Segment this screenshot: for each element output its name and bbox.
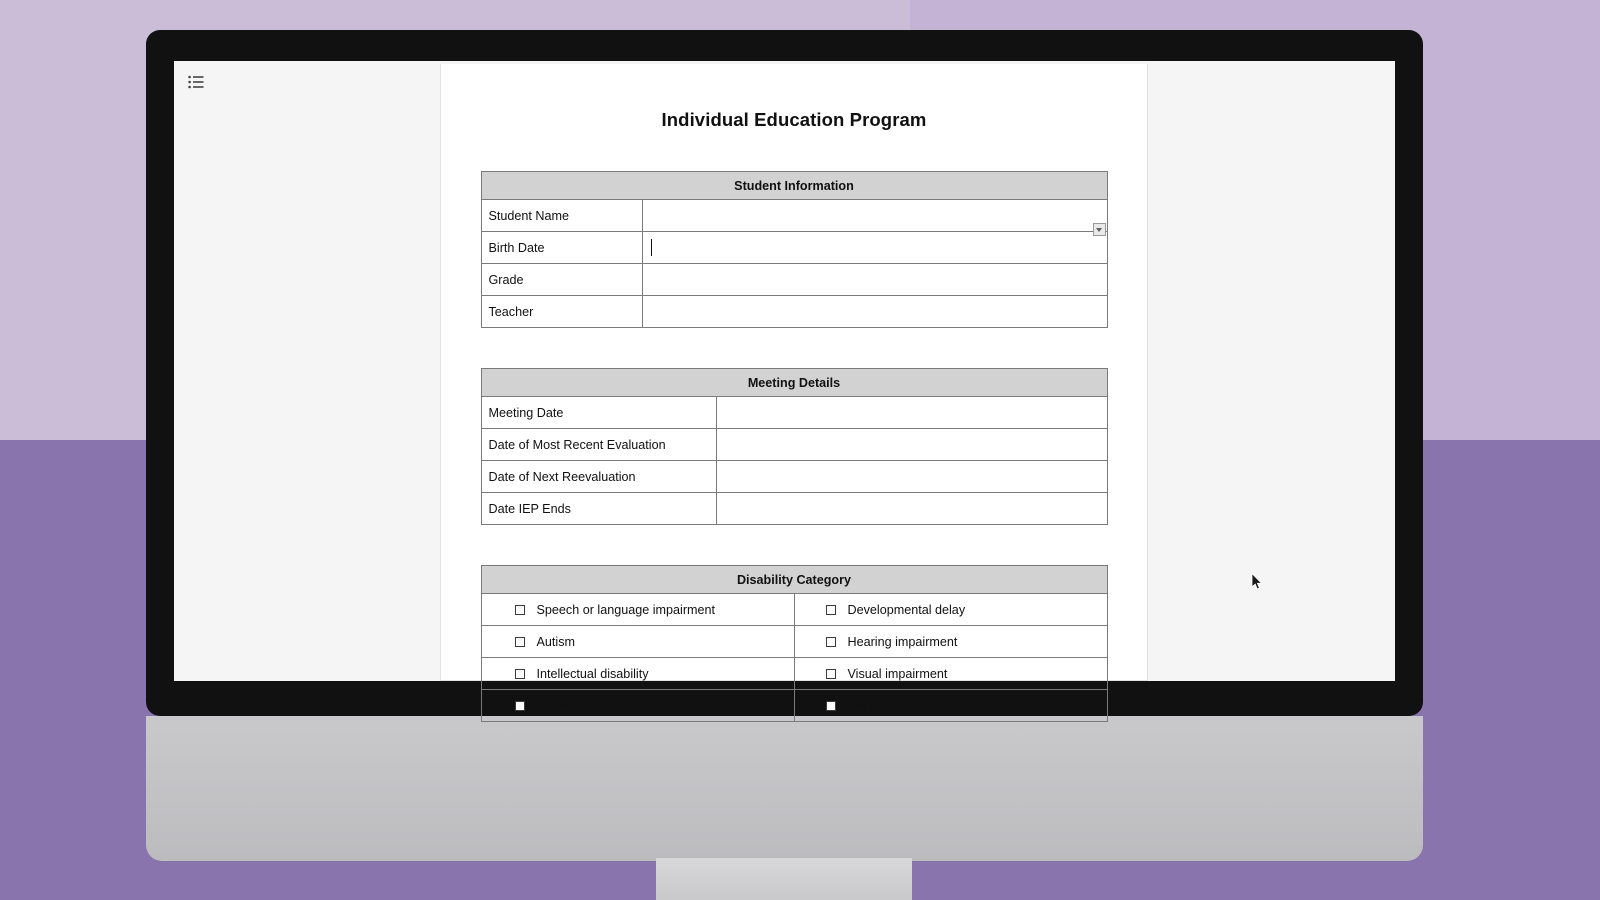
spacer (441, 525, 1147, 565)
table-section-header-row (481, 172, 1107, 200)
field-grade[interactable] (642, 264, 1107, 296)
field-teacher[interactable] (642, 296, 1107, 328)
table-student-information (481, 171, 1108, 328)
table-row (481, 200, 1107, 232)
table-row (481, 461, 1107, 493)
spacer (441, 328, 1147, 368)
checkbox-cell[interactable] (794, 594, 1107, 626)
checkbox-hearing-impairment[interactable] (826, 637, 836, 647)
table-row (481, 264, 1107, 296)
checkbox-visual-impairment[interactable] (826, 669, 836, 679)
field-student-name[interactable] (642, 200, 1107, 232)
field-date-most-recent-evaluation[interactable] (716, 429, 1107, 461)
table-row (481, 658, 1107, 690)
section-heading-student-information: Student Information (481, 172, 1107, 200)
checkbox-cell[interactable] (481, 690, 794, 722)
monitor-chin (146, 716, 1423, 861)
table-row (481, 429, 1107, 461)
checkbox-intellectual-disability[interactable] (515, 669, 525, 679)
page-title: Individual Education Program (661, 109, 927, 130)
label-date-iep-ends: Date IEP Ends (481, 493, 716, 525)
text-caret (651, 239, 652, 256)
field-meeting-date[interactable] (716, 397, 1107, 429)
table-row (481, 493, 1107, 525)
screen (174, 61, 1395, 713)
monitor-stand (656, 858, 912, 900)
checkbox-cell[interactable] (481, 626, 794, 658)
table-section-header-row (481, 566, 1107, 594)
label-meeting-date: Meeting Date (481, 397, 716, 429)
checkbox-cell[interactable] (794, 626, 1107, 658)
checkbox-label: Intellectual disability (536, 666, 649, 681)
label-date-most-recent-evaluation: Date of Most Recent Evaluation (481, 429, 716, 461)
checkbox-cell[interactable] (481, 594, 794, 626)
field-date-next-reevaluation[interactable] (716, 461, 1107, 493)
checkbox-cell[interactable] (794, 658, 1107, 690)
label-grade: Grade (481, 264, 642, 296)
table-section-header-row (481, 369, 1107, 397)
label-birth-date: Birth Date (481, 232, 642, 264)
label-student-name: Student Name (481, 200, 642, 232)
checkbox-label: Developmental delay (847, 602, 966, 617)
field-date-iep-ends[interactable] (716, 493, 1107, 525)
checkbox-label: Autism (536, 634, 575, 649)
spacer (441, 131, 1147, 171)
field-birth-date[interactable] (642, 232, 1107, 264)
document-page (440, 64, 1148, 713)
list-icon[interactable] (184, 71, 208, 93)
checkbox-orthopedic-impairment[interactable] (826, 701, 836, 711)
checkbox-cell[interactable] (794, 690, 1107, 722)
checkbox-emotional-disturbance[interactable] (515, 701, 525, 711)
date-field-active[interactable] (650, 232, 1100, 263)
checkbox-cell[interactable] (481, 658, 794, 690)
table-meeting-details (481, 368, 1108, 525)
checkbox-label: Hearing impairment (847, 634, 958, 649)
table-row (481, 594, 1107, 626)
app-right-pane (1148, 61, 1395, 681)
label-date-next-reevaluation: Date of Next Reevaluation (481, 461, 716, 493)
checkbox-developmental-delay[interactable] (826, 605, 836, 615)
section-heading-meeting-details: Meeting Details (481, 369, 1107, 397)
table-row (481, 626, 1107, 658)
checkbox-label: Orthopedic impairment (847, 698, 975, 713)
table-row (481, 690, 1107, 722)
mouse-pointer-icon (1251, 573, 1263, 591)
checkbox-label: Visual impairment (847, 666, 948, 681)
chevron-down-icon[interactable] (1093, 223, 1106, 236)
checkbox-label: Speech or language impairment (536, 602, 716, 617)
checkbox-label: Emotional disturbance (536, 698, 662, 713)
table-row (481, 296, 1107, 328)
table-row (481, 397, 1107, 429)
checkbox-speech-or-language-impairment[interactable] (515, 605, 525, 615)
checkbox-autism[interactable] (515, 637, 525, 647)
section-heading-disability-category: Disability Category (481, 566, 1107, 594)
app-left-pane (174, 61, 440, 681)
label-teacher: Teacher (481, 296, 642, 328)
table-row (481, 232, 1107, 264)
table-disability-category (481, 565, 1108, 722)
